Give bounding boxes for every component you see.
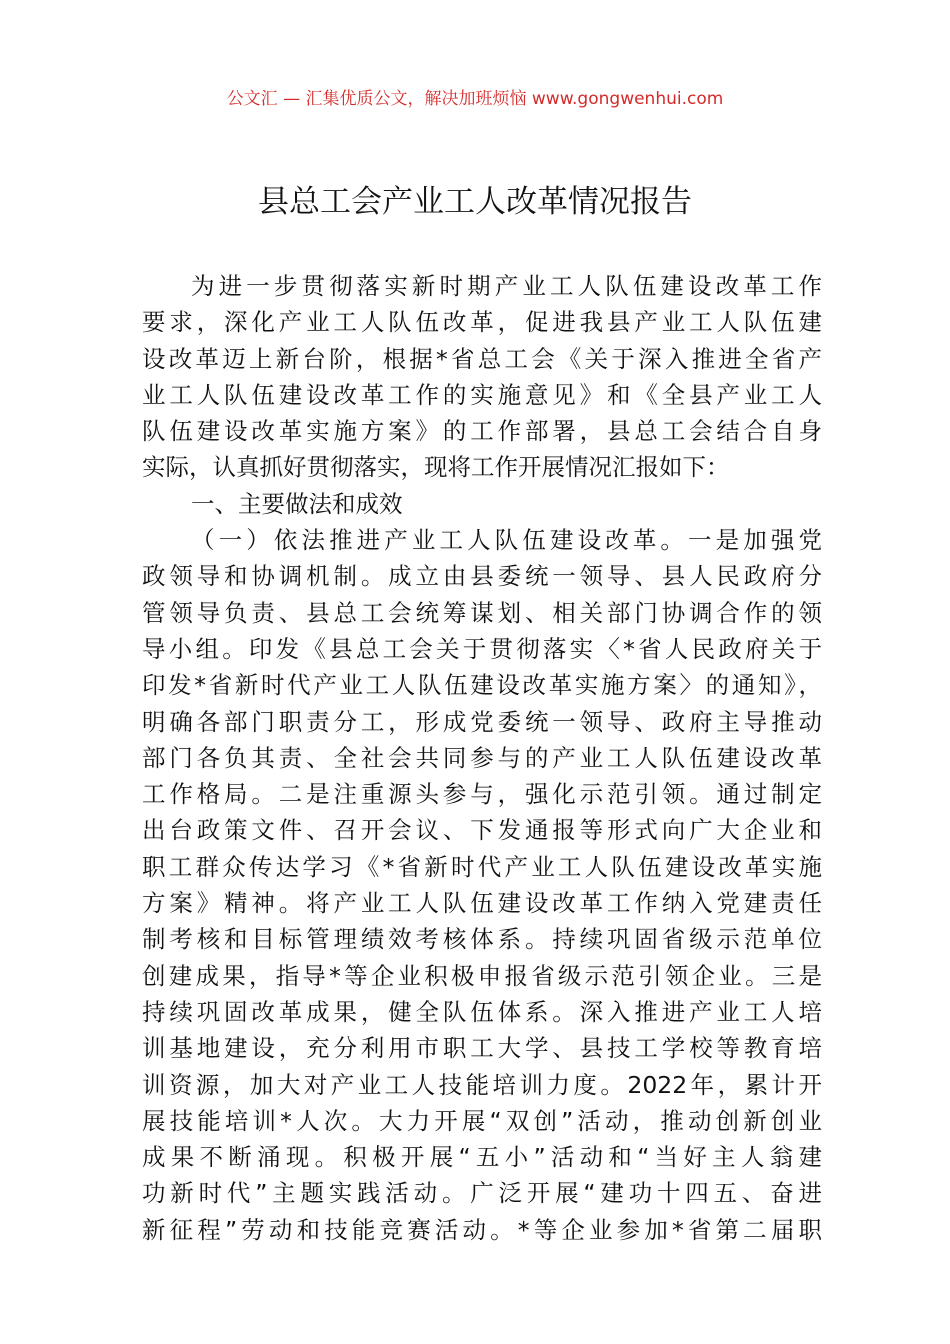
- text-line: 展技能培训*人次。大力开展“双创”活动，推动创新创业: [142, 1106, 822, 1135]
- text-line: 制考核和目标管理绩效考核体系。持续巩固省级示范单位: [142, 925, 822, 954]
- text-line: 训基地建设，充分利用市职工大学、县技工学校等教育培: [142, 1034, 822, 1063]
- page-title: 县总工会产业工人改革情况报告: [258, 184, 692, 220]
- text-line: 功新时代”主题实践活动。广泛开展“建功十四五、奋进: [142, 1179, 822, 1208]
- document-body: [142, 268, 822, 1248]
- text-line: 业工人队伍建设改革工作的实施意见》和《全县产业工人: [142, 380, 822, 409]
- text-line: （一）依法推进产业工人队伍建设改革。一是加强党: [191, 526, 822, 555]
- text-line: 部门各负其责、全社会共同参与的产业工人队伍建设改革: [142, 743, 822, 772]
- text-line: 方案》精神。将产业工人队伍建设改革工作纳入党建责任: [142, 889, 822, 918]
- text-line: 持续巩固改革成果，健全队伍体系。深入推进产业工人培: [142, 997, 822, 1026]
- text-line: 训资源，加大对产业工人技能培训力度。2022年，累计开: [142, 1070, 822, 1099]
- text-line: 实际，认真抓好贯彻落实，现将工作开展情况汇报如下：: [142, 453, 730, 482]
- text-line: 设改革迈上新台阶，根据*省总工会《关于深入推进全省产: [142, 344, 822, 373]
- text-line: 一、主要做法和成效: [191, 489, 403, 518]
- text-line: 管领导负责、县总工会统筹谋划、相关部门协调合作的领: [142, 598, 822, 627]
- text-line: 为进一步贯彻落实新时期产业工人队伍建设改革工作: [191, 272, 822, 300]
- text-line: 要求，深化产业工人队伍改革，促进我县产业工人队伍建: [142, 308, 822, 337]
- header-banner: 公文汇 — 汇集优质公文，解决加班烦恼 www.gongwenhui.com: [226, 89, 724, 109]
- text-line: 明确各部门职责分工，形成党委统一领导、政府主导推动: [142, 707, 822, 736]
- text-line: 成果不断涌现。积极开展“五小”活动和“当好主人翁建: [142, 1143, 822, 1172]
- text-line: 出台政策文件、召开会议、下发通报等形式向广大企业和: [142, 816, 822, 845]
- text-line: 印发*省新时代产业工人队伍建设改革实施方案〉的通知》，: [142, 671, 822, 700]
- text-line: 职工群众传达学习《*省新时代产业工人队伍建设改革实施: [142, 852, 822, 881]
- text-line: 创建成果，指导*等企业积极申报省级示范引领企业。三是: [142, 961, 822, 990]
- text-line: 政领导和协调机制。成立由县委统一领导、县人民政府分: [142, 562, 822, 591]
- text-line: 导小组。印发《县总工会关于贯彻落实〈*省人民政府关于: [142, 634, 822, 663]
- text-line: 队伍建设改革实施方案》的工作部署，县总工会结合自身: [142, 417, 822, 446]
- text-line: 新征程”劳动和技能竞赛活动。*等企业参加*省第二届职: [142, 1215, 822, 1244]
- text-line: 工作格局。二是注重源头参与，强化示范引领。通过制定: [142, 780, 822, 809]
